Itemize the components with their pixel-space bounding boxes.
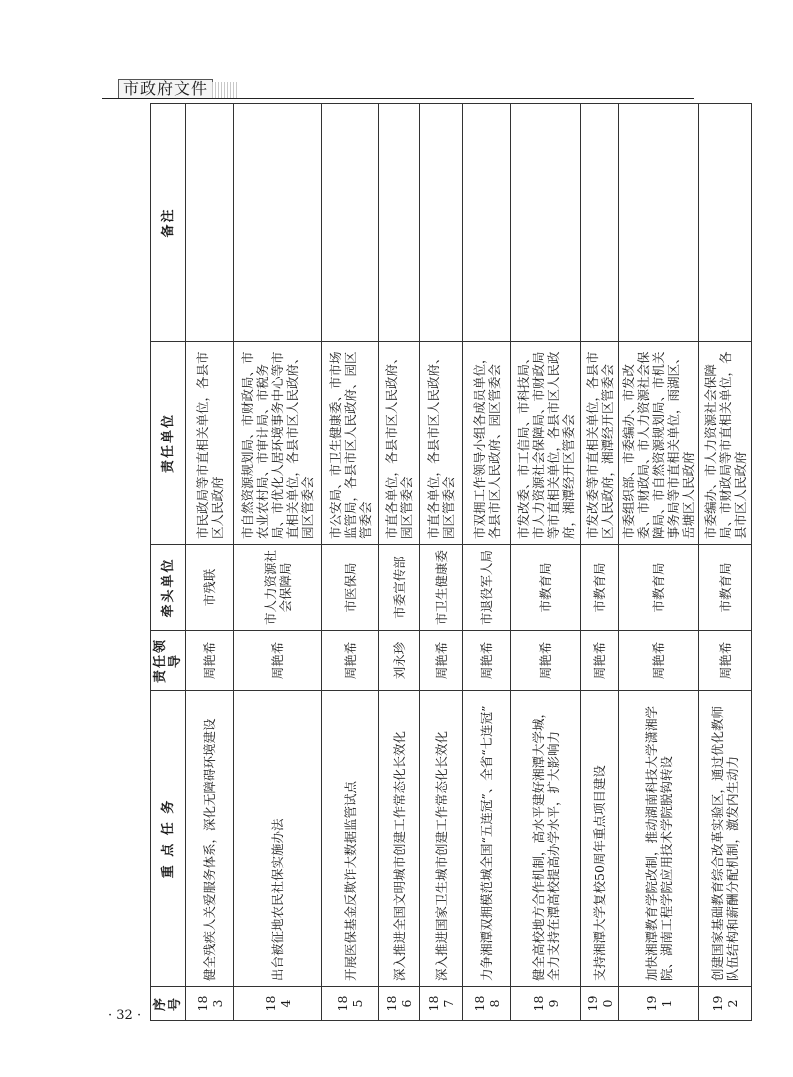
row-task: 创建国家基础教育综合改革实验区，通过优化教师队伍结构和薪酬分配机制，激发内生动力: [699, 691, 752, 987]
row-leader: 周艳希: [511, 631, 581, 691]
row-task: 健全残疾人关爱服务体系，深化无障碍环境建设: [186, 691, 234, 987]
column-header-responsible: 责任单位: [151, 342, 186, 545]
row-responsible: 市发改委等市直相关单位，各县市区人民政府，湘潭经开区管委会: [581, 342, 619, 545]
row-task: 加快湘潭教育学院改制，推动湖南科技大学潇湘学院、湖南工程学院应用技术学院脱钩转设: [619, 691, 699, 987]
table-row: [186, 104, 234, 1021]
row-responsible: 市直各单位，各县市区人民政府、园区管委会: [379, 342, 420, 545]
table-row: [322, 104, 379, 1021]
row-lead-dept: 市教育局: [511, 545, 581, 631]
row-leader: 周艳希: [581, 631, 619, 691]
row-responsible: 市双拥工作领导小组各成员单位，各县市区人民政府、园区管委会: [463, 342, 511, 545]
row-leader: 周艳希: [186, 631, 234, 691]
row-number: 185: [322, 987, 379, 1021]
row-note: [379, 104, 420, 342]
row-note: [186, 104, 234, 342]
table-row: [619, 104, 699, 1021]
row-note: [234, 104, 322, 342]
row-leader: 周艳希: [699, 631, 752, 691]
row-task: 出台被征地农民社保实施办法: [234, 691, 322, 987]
row-lead-dept: 市医保局: [322, 545, 379, 631]
row-number: 191: [619, 987, 699, 1021]
row-task: 开展医保基金反欺诈大数据监管试点: [322, 691, 379, 987]
row-lead-dept: 市人力资源社会保障局: [234, 545, 322, 631]
row-note: [511, 104, 581, 342]
row-lead-dept: 市委宣传部: [379, 545, 420, 631]
row-responsible: 市民政局等市直相关单位，各县市区人民政府: [186, 342, 234, 545]
row-note: [581, 104, 619, 342]
row-note: [619, 104, 699, 342]
column-header-lead-dept: 牵头单位: [151, 545, 186, 631]
row-leader: 周艳希: [619, 631, 699, 691]
row-number: 192: [699, 987, 752, 1021]
row-task: 力争湘潭双拥模范城全国“五连冠”、全省“七连冠”: [463, 691, 511, 987]
table-row: [234, 104, 322, 1021]
row-lead-dept: 市教育局: [581, 545, 619, 631]
row-lead-dept: 市卫生健康委: [420, 545, 463, 631]
table-row: [511, 104, 581, 1021]
document-header-title: 市政府文件: [118, 79, 213, 99]
row-responsible: 市委组织部、市委编办、市发改委、市财政局、市人力资源社会保障局、市自然资源规划局、市机关事务局等市直相关单位，雨湖区、岳塘区人民政府: [619, 342, 699, 545]
row-note: [699, 104, 752, 342]
column-header-note: 备注: [151, 104, 186, 342]
column-header-number: 序号: [151, 987, 186, 1021]
row-lead-dept: 市退役军人局: [463, 545, 511, 631]
row-task: 深入推进全国文明城市创建工作常态化长效化: [379, 691, 420, 987]
row-task: 深入推进国家卫生城市创建工作常态化长效化: [420, 691, 463, 987]
table-row: [420, 104, 463, 1021]
row-leader: 刘永珍: [379, 631, 420, 691]
rotated-task-table-container: [150, 104, 748, 1021]
page-number: · 32 ·: [108, 1008, 142, 1023]
row-number: 186: [379, 987, 420, 1021]
row-number: 190: [581, 987, 619, 1021]
header-divider: [102, 98, 694, 99]
row-leader: 周艳希: [234, 631, 322, 691]
table-row: [581, 104, 619, 1021]
row-note: [322, 104, 379, 342]
row-lead-dept: 市残联: [186, 545, 234, 631]
table-row: [463, 104, 511, 1021]
table-header-row: [151, 104, 186, 1021]
row-number: 184: [234, 987, 322, 1021]
row-responsible: 市委编办、市人力资源社会保障局、市财政局等市直相关单位，各县市区人民政府: [699, 342, 752, 545]
row-number: 188: [463, 987, 511, 1021]
row-number: 189: [511, 987, 581, 1021]
task-table: [150, 103, 752, 1021]
row-task: 健全高校地方合作机制，高水平建好湘潭大学城，全力支持在潭高校提高办学水平，扩大影响力: [511, 691, 581, 987]
row-number: 187: [420, 987, 463, 1021]
row-lead-dept: 市教育局: [699, 545, 752, 631]
row-leader: 周艳希: [322, 631, 379, 691]
row-leader: 周艳希: [420, 631, 463, 691]
table-row: [699, 104, 752, 1021]
row-responsible: 市自然资源规划局、市财政局、市农业农村局、市审计局、市税务局、市优化人居环境事务中心等市直相关单位，各县市区人民政府、园区管委会: [234, 342, 322, 545]
row-responsible: 市公安局、市卫生健康委、市市场监管局，各县市区人民政府、园区管委会: [322, 342, 379, 545]
column-header-leader: 责任领导: [151, 631, 186, 691]
row-number: 183: [186, 987, 234, 1021]
row-leader: 周艳希: [463, 631, 511, 691]
row-lead-dept: 市教育局: [619, 545, 699, 631]
table-row: [379, 104, 420, 1021]
row-note: [420, 104, 463, 342]
row-responsible: 市发改委、市工信局、市科技局、市人力资源社会保障局、市财政局等市直相关单位，各县市区人民政府，湘潭经开区管委会: [511, 342, 581, 545]
row-task: 支持湘潭大学复校50周年重点项目建设: [581, 691, 619, 987]
row-note: [463, 104, 511, 342]
column-header-task: 重 点 任 务: [151, 691, 186, 987]
row-responsible: 市直各单位，各县市区人民政府、园区管委会: [420, 342, 463, 545]
